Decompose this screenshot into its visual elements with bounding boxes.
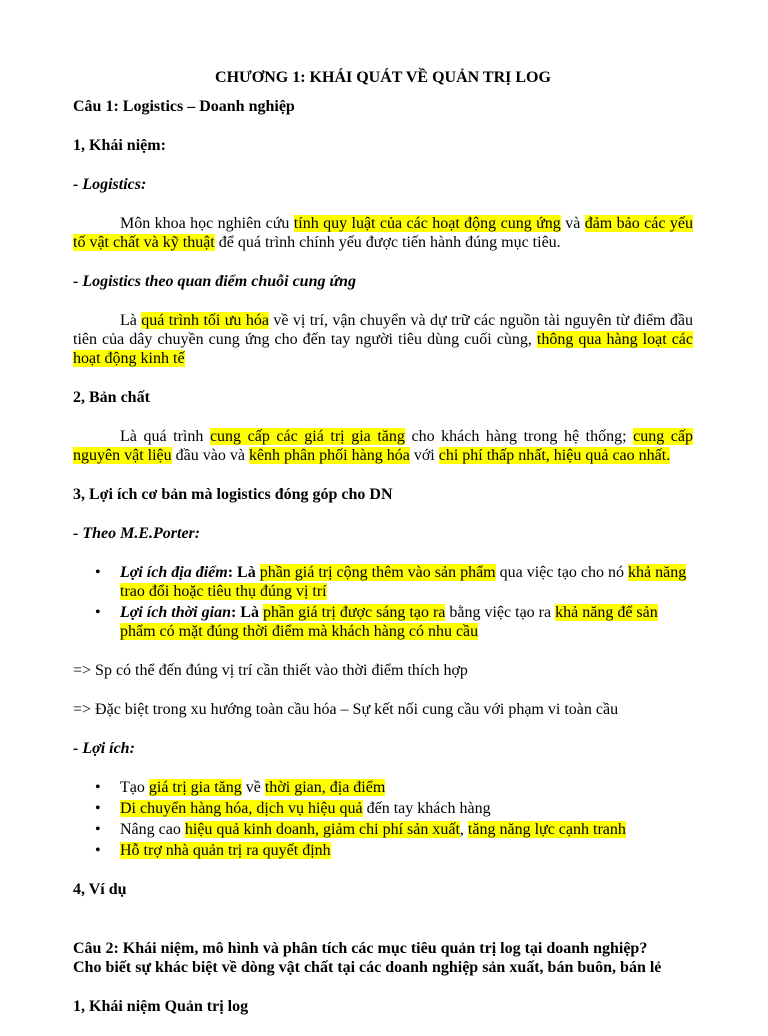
text-run: với [409,447,439,464]
list-item [73,820,693,839]
highlighted-text: Di chuyển hàng hóa, dịch vụ hiệu quả [120,800,363,817]
text-run: về vị trí, vận chuyển và dự trữ các nguồn tài nguyên từ điểm đầu tiên của dây chuyền cung ứng cho đến tay người tiêu dùng cuối cùng, [73,312,694,348]
logistics-definition [73,214,693,252]
q2-section-1-heading: 1, Khái niệm Quản trị log [73,998,249,1015]
porter-label: - Theo M.E.Porter: [73,525,201,542]
list-item [73,799,693,818]
list-item [73,778,693,797]
highlighted-text: tính quy luật của các hoạt động cung ứng [293,215,561,232]
text-run: : Là [230,604,263,621]
supply-chain-label: - Logistics theo quan điểm chuỗi cung ứng [73,273,356,290]
document-body [73,68,693,1036]
text-run: Môn khoa học nghiên cứu [120,215,294,232]
text-run: về [241,779,265,796]
blank-line [73,919,693,939]
text-run: Nâng cao [120,821,185,838]
highlighted-text: phần giá trị cộng thêm vào sản phẩm [259,564,496,581]
highlighted-text: quá trình tối ưu hóa [141,312,269,329]
chapter-title: CHƯƠNG 1: KHÁI QUÁT VỀ QUẢN TRỊ LOG [215,69,551,86]
section-3-heading: 3, Lợi ích cơ bản mà logistics đóng góp cho DN [73,486,393,503]
benefit-label: - Lợi ích: [73,740,135,757]
text-run: Lợi ích địa điểm [120,564,228,581]
supply-chain-definition [73,311,693,368]
bullet-icon: • [95,779,101,796]
bullet-icon: • [95,800,101,817]
conclusion-2: => Đặc biệt trong xu hướng toàn cầu hóa – Sự kết nối cung cầu với phạm vi toàn cầu [73,701,619,718]
text-run: bằng việc tạo ra [445,604,556,621]
text-run: và [560,215,585,232]
list-item [73,563,693,601]
text-run: : Là [227,564,260,581]
text-run: qua việc tạo cho nó [495,564,629,581]
question-2-heading [73,939,693,977]
highlighted-text: phần giá trị được sáng tạo ra [262,604,446,621]
bullet-icon: • [95,604,101,621]
text-run: cho khách hàng trong hệ thống; [404,428,634,445]
section-2-heading: 2, Bản chất [73,389,150,406]
porter-list [73,563,693,641]
text-run: Là quá trình [120,428,210,445]
highlighted-text: khả năng trao đổi hoặc tiêu thụ đúng vị trí [120,564,687,600]
highlighted-text: hiệu quả kinh doanh, giảm chi phí sản xuất [184,821,460,838]
text-run: , [459,821,468,838]
highlighted-text: kênh phân phối hàng hóa [248,447,410,464]
text-run: để quá trình chính yếu được tiến hành đúng mục tiêu. [214,234,561,251]
highlighted-text: đảm bảo các yếu tố vật chất và kỹ thuật [73,215,693,251]
nature-paragraph [73,427,693,465]
conclusion-1: => Sp có thể đến đúng vị trí cần thiết vào thời điểm thích hợp [73,662,468,679]
highlighted-text: Hỗ trợ nhà quản trị ra quyết định [120,842,331,859]
list-item [73,603,693,641]
highlighted-text: chi phí thấp nhất, hiệu quả cao nhất. [438,447,671,464]
highlighted-text: tăng năng lực cạnh tranh [467,821,626,838]
text-run: Cho biết sự khác biệt về dòng vật chất tại các doanh nghiệp sản xuất, bán buôn, bán lẻ [73,959,662,976]
text-run: Là [120,312,142,329]
text-run: đầu vào và [171,447,249,464]
text-run: Lợi ích thời gian [120,604,231,621]
text-run: Tạo [120,779,149,796]
question-1-heading: Câu 1: Logistics – Doanh nghiệp [73,98,295,115]
logistics-label: - Logistics: [73,176,147,193]
list-item [73,841,693,860]
highlighted-text: thông qua hàng loạt các hoạt động kinh tế [73,331,693,367]
highlighted-text: cung cấp các giá trị gia tăng [209,428,405,445]
section-4-heading: 4, Ví dụ [73,881,127,898]
bullet-icon: • [95,821,101,838]
highlighted-text: giá trị gia tăng [148,779,242,796]
bullet-icon: • [95,842,101,859]
benefit-list [73,778,693,860]
highlighted-text: thời gian, địa điểm [264,779,386,796]
bullet-icon: • [95,564,101,581]
highlighted-text: cung cấp nguyên vật liệu [73,428,694,464]
highlighted-text: khả năng để sản phẩm có mặt đúng thời điểm mà khách hàng có nhu cầu [120,604,658,640]
text-run: đến tay khách hàng [362,800,491,817]
section-1-heading: 1, Khái niệm: [73,137,166,154]
text-run: Câu 2: Khái niệm, mô hình và phân tích các mục tiêu quản trị log tại doanh nghiệp? [73,940,648,957]
